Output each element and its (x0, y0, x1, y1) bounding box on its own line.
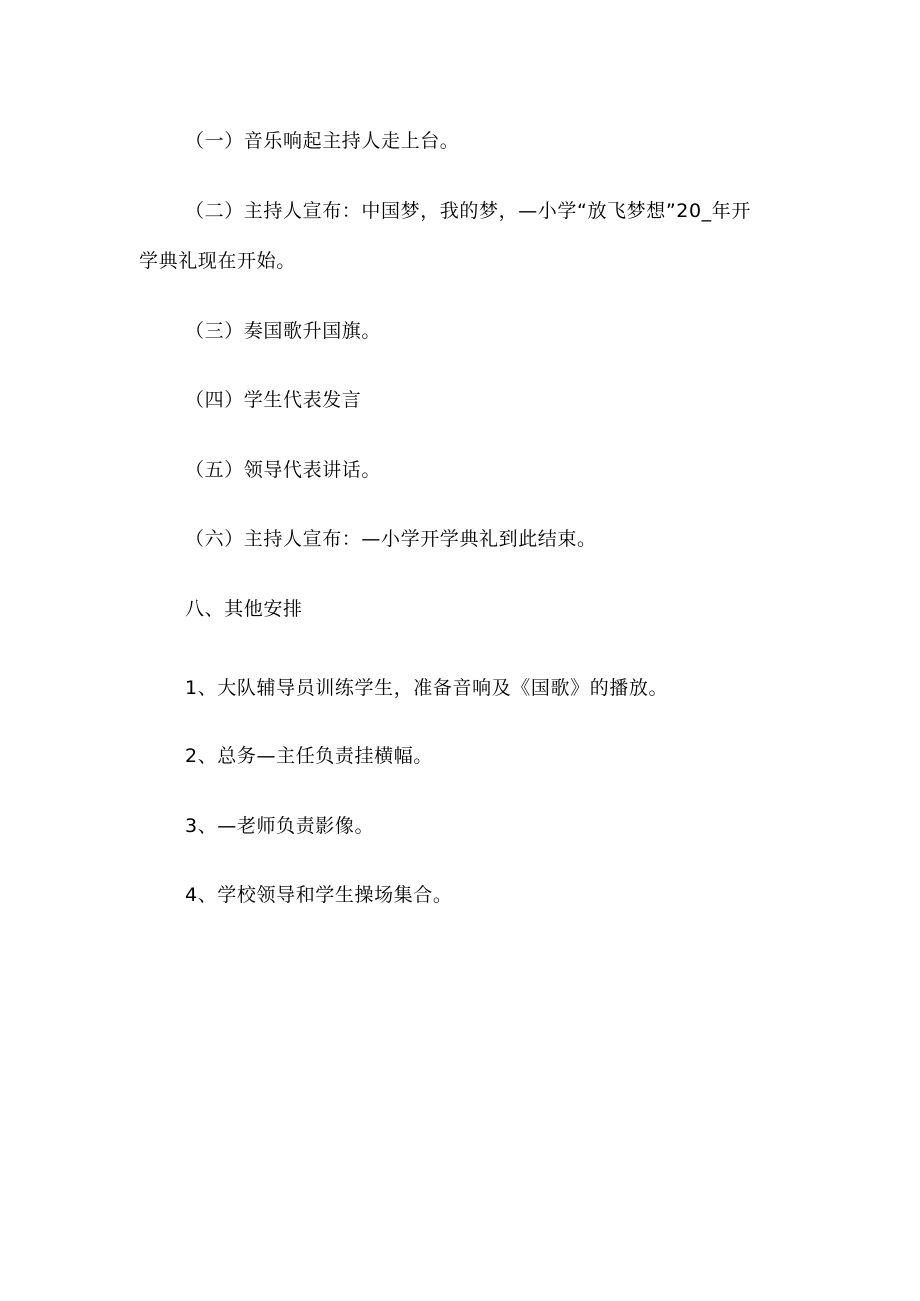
arrangement-3: 3、—老师负责影像。 (185, 815, 375, 837)
section-heading: 八、其他安排 (185, 598, 303, 620)
step-4: （四）学生代表发言 (185, 389, 362, 411)
step-3: （三）奏国歌升国旗。 (185, 320, 382, 342)
step-2-line-2: 学典礼现在开始。 (139, 250, 296, 272)
step-1: （一）音乐响起主持人走上台。 (185, 130, 460, 152)
arrangement-4: 4、学校领导和学生操场集合。 (185, 884, 453, 906)
step-5: （五）领导代表讲话。 (185, 459, 382, 481)
arrangement-1: 1、大队辅导员训练学生，准备音响及《国歌》的播放。 (185, 677, 669, 699)
step-6: （六）主持人宣布：—小学开学典礼到此结束。 (185, 528, 597, 550)
arrangement-2: 2、总务—主任负责挂横幅。 (185, 745, 433, 767)
step-2-line-1: （二）主持人宣布：中国梦，我的梦，—小学“放飞梦想”20_年开 (185, 200, 751, 222)
